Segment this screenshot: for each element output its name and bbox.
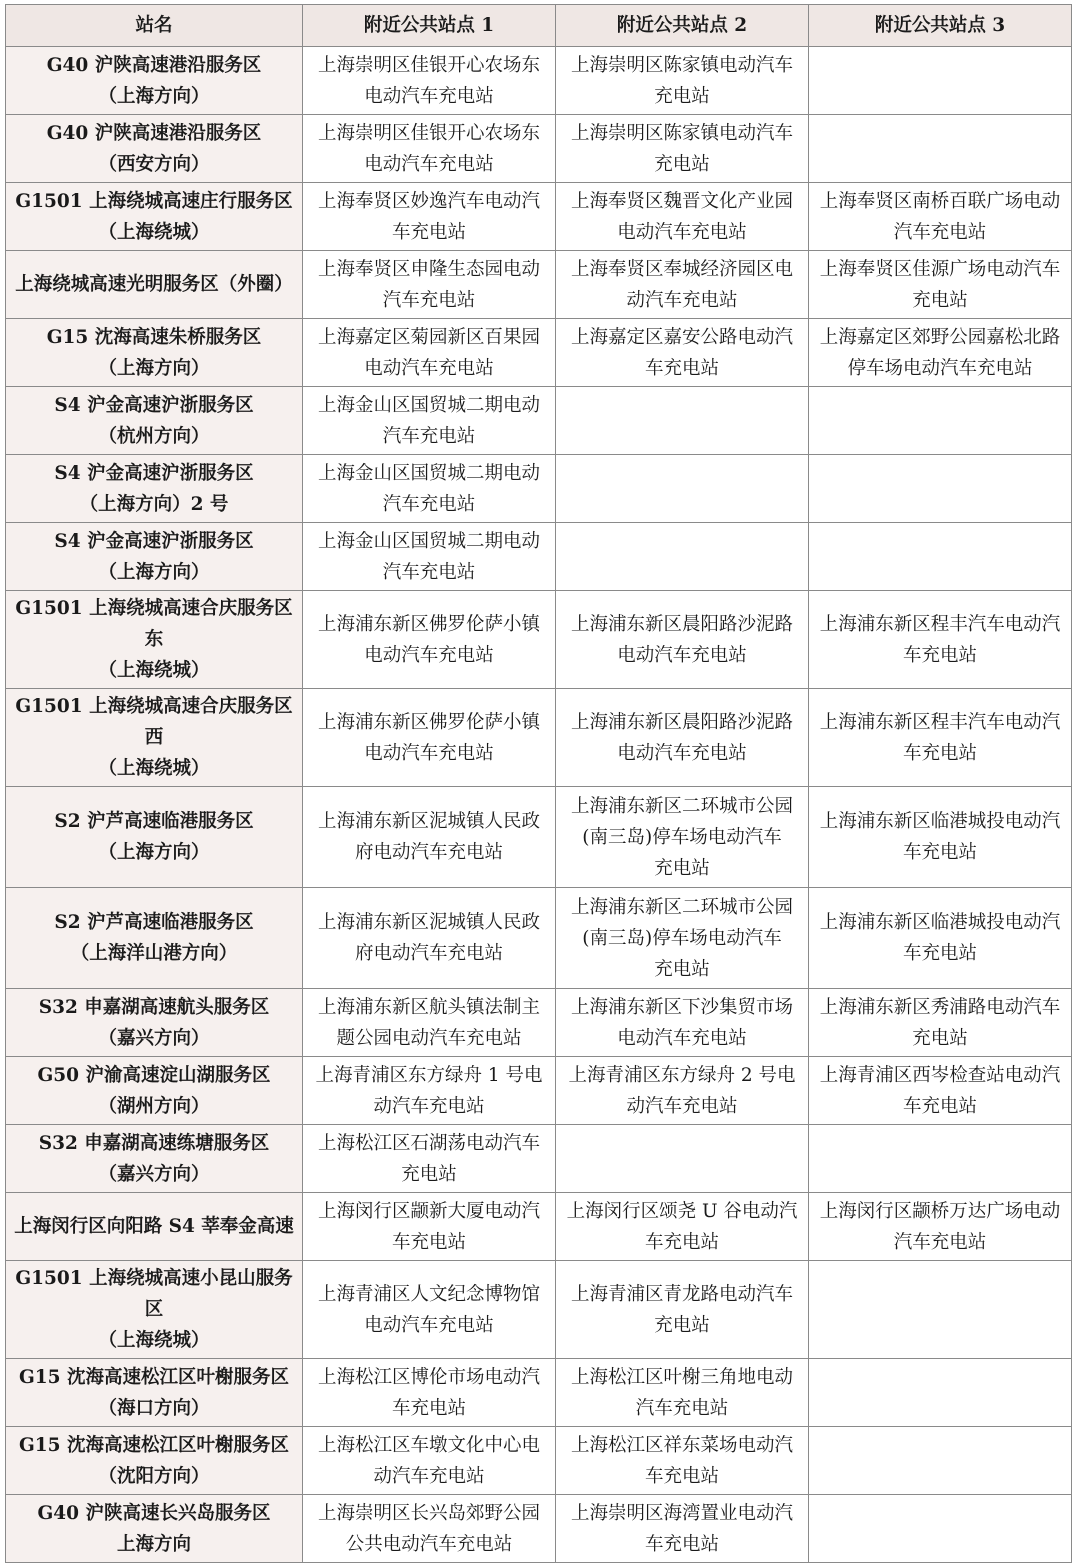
cell-text-line: 上海金山区国贸城二期电动 <box>317 462 540 484</box>
station-name-cell <box>6 591 303 689</box>
nearby-station-1-cell <box>303 319 556 387</box>
table-row <box>6 787 1072 888</box>
cell-text-line: S32 申嘉湖高速练塘服务区 <box>38 1132 270 1154</box>
cell-text-line: 充电站 <box>654 1314 710 1336</box>
cell-text-line: （上海绕城） <box>98 1330 210 1351</box>
cell-text-line: （嘉兴方向） <box>98 1027 210 1049</box>
cell-text-line: 上海松江区博伦市场电动汽 <box>317 1366 540 1388</box>
cell-text-line: 电动汽车充电站 <box>617 742 747 764</box>
station-name-cell <box>6 1427 303 1495</box>
cell-text-line: （上海方向） <box>98 842 210 863</box>
nearby-station-1-cell <box>303 183 556 251</box>
cell-text-line: 电动汽车充电站 <box>364 357 494 379</box>
cell-text-line: 动汽车充电站 <box>626 1095 738 1117</box>
cell-text-line: 上海方向 <box>116 1533 191 1555</box>
table-row <box>6 591 1072 689</box>
station-name-cell <box>6 319 303 387</box>
cell-text-line: （上海方向） <box>98 85 210 107</box>
cell-text-line: 汽车充电站 <box>893 1231 987 1253</box>
cell-text-line: 电动汽车充电站 <box>364 153 494 175</box>
nearby-station-2-cell <box>556 523 809 591</box>
cell-text-line: 上海松江区叶榭三角地电动 <box>570 1366 793 1388</box>
cell-text-line: 上海浦东新区临港城投电动汽 <box>819 811 1061 832</box>
cell-text-line: 上海青浦区青龙路电动汽车 <box>570 1283 793 1305</box>
nearby-station-1-cell <box>303 251 556 319</box>
nearby-station-1-cell <box>303 47 556 115</box>
table-header-row <box>6 5 1072 47</box>
cell-text-line: G1501 上海绕城高速小昆山服务区 <box>15 1268 293 1320</box>
nearby-station-2-cell <box>556 183 809 251</box>
cell-text-line: 上海浦东新区二环城市公园 <box>570 896 793 918</box>
cell-text-line: 上海青浦区人文纪念博物馆 <box>317 1283 540 1305</box>
cell-text-line: 充电站 <box>654 857 710 879</box>
cell-text-line: G50 沪渝高速淀山湖服务区 <box>37 1064 271 1086</box>
cell-text-line: 上海浦东新区秀浦路电动汽车 <box>819 996 1061 1018</box>
nearby-station-3-cell <box>809 319 1072 387</box>
cell-text-line: 上海浦东新区航头镇法制主 <box>317 996 540 1018</box>
table-row <box>6 1193 1072 1261</box>
cell-text-line: 上海崇明区佳银开心农场东 <box>317 54 540 76</box>
station-name-cell <box>6 1359 303 1427</box>
cell-text-line: 上海松江区石湖荡电动汽车 <box>317 1132 540 1154</box>
nearby-station-3-cell <box>809 1495 1072 1563</box>
cell-text-line: 充电站 <box>654 85 710 107</box>
cell-text-line: 上海松江区车墩文化中心电 <box>317 1434 540 1456</box>
cell-text-line: 上海浦东新区下沙集贸市场 <box>570 996 793 1018</box>
cell-text-line: 上海奉贤区南桥百联广场电动 <box>819 190 1061 212</box>
table-row <box>6 455 1072 523</box>
nearby-station-3-cell <box>809 1359 1072 1427</box>
cell-text-line: S4 沪金高速沪浙服务区 <box>54 462 254 484</box>
cell-text-line: 充电站 <box>654 958 710 980</box>
cell-text-line: (南三岛)停车场电动汽车 <box>582 927 782 949</box>
cell-text-line: 汽车充电站 <box>635 1397 729 1419</box>
station-name-cell <box>6 251 303 319</box>
cell-text-line: 府电动汽车充电站 <box>354 943 503 964</box>
cell-text-line: 上海嘉定区郊野公园嘉松北路 <box>819 326 1061 348</box>
cell-text-line: 上海浦东新区临港城投电动汽 <box>819 912 1061 933</box>
cell-text-line: 充电站 <box>654 153 710 175</box>
cell-text-line: （杭州方向） <box>98 425 210 447</box>
table-row <box>6 47 1072 115</box>
nearby-station-2-cell <box>556 47 809 115</box>
nearby-station-3-cell <box>809 115 1072 183</box>
nearby-station-2-cell <box>556 591 809 689</box>
cell-text-line: 上海浦东新区晨阳路沙泥路 <box>570 711 793 733</box>
cell-text-line: 上海浦东新区晨阳路沙泥路 <box>570 613 793 635</box>
nearby-station-2-cell <box>556 387 809 455</box>
nearby-station-3-cell <box>809 251 1072 319</box>
nearby-station-1-cell <box>303 1193 556 1261</box>
nearby-station-3-cell <box>809 689 1072 787</box>
station-name-cell <box>6 455 303 523</box>
cell-text-line: 汽车充电站 <box>382 425 476 447</box>
nearby-station-1-cell <box>303 1427 556 1495</box>
cell-text-line: （上海绕城） <box>98 758 210 779</box>
cell-text-line: 车充电站 <box>902 1095 977 1117</box>
table-row <box>6 1427 1072 1495</box>
table-row <box>6 251 1072 319</box>
cell-text-line: 汽车充电站 <box>382 493 476 515</box>
cell-text-line: G15 沈海高速朱桥服务区 <box>46 326 262 348</box>
nearby-station-1-cell <box>303 888 556 989</box>
cell-text-line: 上海浦东新区佛罗伦萨小镇 <box>317 613 540 635</box>
cell-text-line: 上海嘉定区嘉安公路电动汽 <box>570 326 793 348</box>
station-name-cell <box>6 989 303 1057</box>
nearby-station-2-cell <box>556 689 809 787</box>
nearby-station-1-cell <box>303 455 556 523</box>
nearby-station-3-cell <box>809 1427 1072 1495</box>
cell-text-line: 充电站 <box>912 1027 968 1049</box>
station-name-cell <box>6 1193 303 1261</box>
nearby-station-1-cell <box>303 1359 556 1427</box>
cell-text-line: 上海闵行区向阳路 S4 莘奉金高速 <box>14 1216 294 1237</box>
cell-text-line: 上海松江区祥东菜场电动汽 <box>570 1434 793 1456</box>
table-row <box>6 1261 1072 1359</box>
cell-text-line: 上海闵行区颂尧 U 谷电动汽 <box>566 1200 798 1222</box>
cell-text-line: （上海方向）2 号 <box>79 493 229 515</box>
cell-text-line: 上海青浦区东方绿舟 2 号电 <box>568 1064 796 1086</box>
cell-text-line: 电动汽车充电站 <box>617 1027 747 1049</box>
nearby-station-2-cell <box>556 1261 809 1359</box>
nearby-station-3-cell <box>809 1125 1072 1193</box>
cell-text-line: 上海崇明区佳银开心农场东 <box>317 122 540 144</box>
table-row <box>6 888 1072 989</box>
nearby-station-3-cell <box>809 989 1072 1057</box>
cell-text-line: (南三岛)停车场电动汽车 <box>582 826 782 848</box>
cell-text-line: 上海奉贤区佳源广场电动汽车 <box>819 258 1061 280</box>
nearby-station-2-cell <box>556 319 809 387</box>
nearby-station-1-cell <box>303 523 556 591</box>
cell-text-line: （上海绕城） <box>98 660 210 681</box>
cell-text-line: 车充电站 <box>644 357 719 379</box>
nearby-station-3-cell <box>809 787 1072 888</box>
nearby-station-2-cell <box>556 1359 809 1427</box>
cell-text-line: 上海崇明区长兴岛郊野公园 <box>317 1502 540 1524</box>
station-name-cell <box>6 787 303 888</box>
table-row <box>6 1359 1072 1427</box>
cell-text-line: （嘉兴方向） <box>98 1163 210 1185</box>
cell-text-line: 上海浦东新区程丰汽车电动汽 <box>819 613 1061 635</box>
cell-text-line: 车充电站 <box>902 742 977 764</box>
cell-text-line: 车充电站 <box>902 943 977 964</box>
cell-text-line: 题公园电动汽车充电站 <box>336 1027 522 1049</box>
cell-text-line: G1501 上海绕城高速合庆服务区东 <box>15 598 293 650</box>
cell-text-line: 电动汽车充电站 <box>364 644 494 666</box>
station-name-cell <box>6 1261 303 1359</box>
cell-text-line: 停车场电动汽车充电站 <box>847 357 1033 379</box>
table-container <box>5 4 1071 1563</box>
cell-text-line: 汽车充电站 <box>893 221 987 243</box>
cell-text-line: 车充电站 <box>391 1397 466 1419</box>
nearby-station-1-cell <box>303 591 556 689</box>
table-row <box>6 989 1072 1057</box>
cell-text-line: 车充电站 <box>391 221 466 243</box>
cell-text-line: 上海金山区国贸城二期电动 <box>317 394 540 416</box>
cell-text-line: 车充电站 <box>644 1533 719 1555</box>
nearby-station-3-cell <box>809 455 1072 523</box>
cell-text-line: G40 沪陕高速长兴岛服务区 <box>37 1502 271 1524</box>
station-name-cell <box>6 689 303 787</box>
nearby-station-2-cell <box>556 1125 809 1193</box>
nearby-station-1-cell <box>303 1125 556 1193</box>
cell-text-line: S2 沪芦高速临港服务区 <box>54 811 254 832</box>
table-row <box>6 387 1072 455</box>
nearby-station-2-cell <box>556 1193 809 1261</box>
cell-text-line: 车充电站 <box>391 1231 466 1253</box>
nearby-station-3-cell <box>809 1193 1072 1261</box>
nearby-station-1-cell <box>303 689 556 787</box>
cell-text-line: S4 沪金高速沪浙服务区 <box>54 530 254 552</box>
cell-text-line: S4 沪金高速沪浙服务区 <box>54 394 254 416</box>
station-name-cell <box>6 1057 303 1125</box>
cell-text-line: 上海奉贤区妙逸汽车电动汽 <box>317 190 540 212</box>
header-nearby-station-3: 附近公共站点 3 <box>809 5 1072 47</box>
cell-text-line: 车充电站 <box>902 644 977 666</box>
cell-text-line: 车充电站 <box>902 842 977 863</box>
cell-text-line: 上海闵行区颛桥万达广场电动 <box>819 1200 1061 1222</box>
cell-text-line: 上海奉贤区申隆生态园电动 <box>317 258 540 280</box>
station-name-cell <box>6 387 303 455</box>
nearby-station-1-cell <box>303 1057 556 1125</box>
cell-text-line: G15 沈海高速松江区叶榭服务区 <box>19 1366 289 1388</box>
cell-text-line: 上海浦东新区二环城市公园 <box>570 795 793 817</box>
nearby-station-3-cell <box>809 1261 1072 1359</box>
table-row <box>6 1495 1072 1563</box>
station-name-cell <box>6 1495 303 1563</box>
nearby-station-3-cell <box>809 591 1072 689</box>
cell-text-line: 上海崇明区陈家镇电动汽车 <box>570 54 793 76</box>
cell-text-line: 动汽车充电站 <box>626 289 738 311</box>
nearby-station-2-cell <box>556 989 809 1057</box>
table-row <box>6 183 1072 251</box>
nearby-station-3-cell <box>809 888 1072 989</box>
cell-text-line: 动汽车充电站 <box>373 1465 485 1487</box>
cell-text-line: 上海浦东新区佛罗伦萨小镇 <box>317 711 540 733</box>
nearby-station-1-cell <box>303 1261 556 1359</box>
table-row <box>6 523 1072 591</box>
cell-text-line: 电动汽车充电站 <box>364 1314 494 1336</box>
cell-text-line: 上海青浦区东方绿舟 1 号电 <box>315 1064 543 1086</box>
nearby-station-2-cell <box>556 251 809 319</box>
station-name-cell <box>6 888 303 989</box>
nearby-station-2-cell <box>556 1057 809 1125</box>
cell-text-line: （沈阳方向） <box>98 1465 210 1487</box>
nearby-station-2-cell <box>556 455 809 523</box>
nearby-station-2-cell <box>556 115 809 183</box>
station-name-cell <box>6 183 303 251</box>
nearby-station-1-cell <box>303 989 556 1057</box>
station-name-cell <box>6 47 303 115</box>
table-row <box>6 1125 1072 1193</box>
station-name-cell <box>6 115 303 183</box>
nearby-station-3-cell <box>809 1057 1072 1125</box>
cell-text-line: S2 沪芦高速临港服务区 <box>54 912 254 933</box>
table-body <box>6 47 1072 1563</box>
cell-text-line: 上海绕城高速光明服务区（外圈） <box>15 274 293 295</box>
cell-text-line: （湖州方向） <box>98 1095 210 1117</box>
nearby-station-3-cell <box>809 387 1072 455</box>
cell-text-line: 汽车充电站 <box>382 289 476 311</box>
cell-text-line: （上海方向） <box>98 357 210 379</box>
table-row <box>6 689 1072 787</box>
station-name-cell <box>6 523 303 591</box>
cell-text-line: （上海洋山港方向） <box>70 943 238 964</box>
header-nearby-station-2: 附近公共站点 2 <box>556 5 809 47</box>
table-row <box>6 115 1072 183</box>
cell-text-line: 上海浦东新区程丰汽车电动汽 <box>819 711 1061 733</box>
nearby-station-2-cell <box>556 1427 809 1495</box>
charging-station-table <box>5 4 1072 1563</box>
nearby-station-3-cell <box>809 523 1072 591</box>
cell-text-line: 上海浦东新区泥城镇人民政 <box>317 811 540 832</box>
cell-text-line: G1501 上海绕城高速合庆服务区西 <box>15 696 293 748</box>
cell-text-line: （上海绕城） <box>98 221 210 243</box>
cell-text-line: 上海嘉定区菊园新区百果园 <box>317 326 540 348</box>
cell-text-line: （上海方向） <box>98 561 210 583</box>
station-name-cell <box>6 1125 303 1193</box>
nearby-station-3-cell <box>809 47 1072 115</box>
nearby-station-2-cell <box>556 1495 809 1563</box>
cell-text-line: 上海浦东新区泥城镇人民政 <box>317 912 540 933</box>
table-row <box>6 319 1072 387</box>
cell-text-line: 上海奉贤区魏晋文化产业园 <box>570 190 793 212</box>
cell-text-line: 动汽车充电站 <box>373 1095 485 1117</box>
cell-text-line: 上海金山区国贸城二期电动 <box>317 530 540 552</box>
cell-text-line: G1501 上海绕城高速庄行服务区 <box>15 190 293 212</box>
nearby-station-1-cell <box>303 387 556 455</box>
cell-text-line: G40 沪陕高速港沿服务区 <box>46 54 262 76</box>
header-station-name: 站名 <box>6 5 303 47</box>
cell-text-line: 上海崇明区陈家镇电动汽车 <box>570 122 793 144</box>
nearby-station-2-cell <box>556 787 809 888</box>
nearby-station-1-cell <box>303 1495 556 1563</box>
cell-text-line: 充电站 <box>912 289 968 311</box>
cell-text-line: 车充电站 <box>644 1231 719 1253</box>
cell-text-line: 汽车充电站 <box>382 561 476 583</box>
nearby-station-2-cell <box>556 888 809 989</box>
cell-text-line: G15 沈海高速松江区叶榭服务区 <box>19 1434 289 1456</box>
cell-text-line: 电动汽车充电站 <box>617 221 747 243</box>
cell-text-line: 府电动汽车充电站 <box>354 842 503 863</box>
cell-text-line: 电动汽车充电站 <box>617 644 747 666</box>
cell-text-line: （海口方向） <box>98 1397 210 1419</box>
cell-text-line: 电动汽车充电站 <box>364 85 494 107</box>
table-row <box>6 1057 1072 1125</box>
header-nearby-station-1: 附近公共站点 1 <box>303 5 556 47</box>
cell-text-line: 充电站 <box>401 1163 457 1185</box>
cell-text-line: S32 申嘉湖高速航头服务区 <box>38 996 270 1018</box>
cell-text-line: G40 沪陕高速港沿服务区 <box>46 122 262 144</box>
cell-text-line: 公共电动汽车充电站 <box>345 1533 513 1555</box>
nearby-station-3-cell <box>809 183 1072 251</box>
cell-text-line: 车充电站 <box>644 1465 719 1487</box>
cell-text-line: 上海青浦区西岑检查站电动汽 <box>819 1064 1061 1086</box>
cell-text-line: 上海奉贤区奉城经济园区电 <box>570 258 793 280</box>
cell-text-line: 上海崇明区海湾置业电动汽 <box>570 1502 793 1524</box>
nearby-station-1-cell <box>303 115 556 183</box>
cell-text-line: 上海闵行区颛新大厦电动汽 <box>317 1200 540 1222</box>
cell-text-line: 电动汽车充电站 <box>364 742 494 764</box>
cell-text-line: （西安方向） <box>98 153 210 175</box>
nearby-station-1-cell <box>303 787 556 888</box>
